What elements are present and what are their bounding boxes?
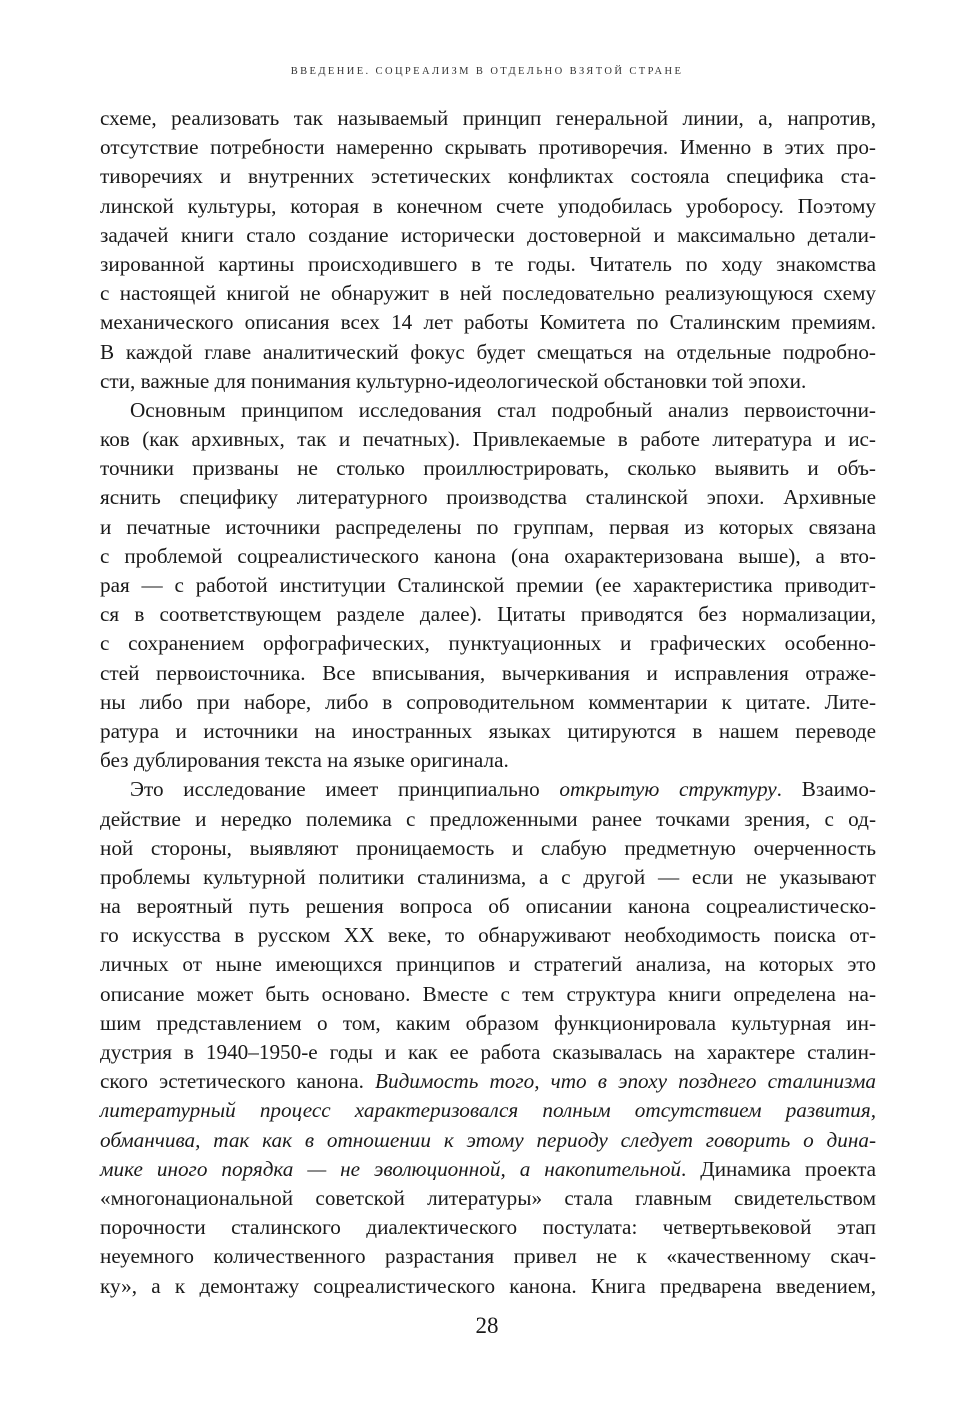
- paragraph: [100, 104, 876, 396]
- text-line: [100, 600, 876, 629]
- text-segment: Это исследование имеет принципиально: [130, 777, 560, 802]
- text-segment: Основным принципом исследования стал подробный анализ первоисточни-: [130, 397, 876, 422]
- text-line: [100, 1272, 876, 1301]
- text-segment: го искусства в русском XX веке, то обнаруживают необходимость поиска от-: [100, 923, 876, 948]
- text-line: [100, 805, 876, 834]
- body-text: [100, 104, 876, 1301]
- text-segment: тиворечиях и внутренних эстетических конфликтах состояла специфика ста-: [100, 164, 876, 189]
- text-segment: схеме, реализовать так называемый принцип генеральной линии, а, напротив,: [100, 106, 876, 130]
- text-line: [100, 1067, 876, 1096]
- text-segment: с настоящей книгой не обнаружит в ней последовательно реализующуюся схему: [100, 281, 876, 306]
- text-segment: задачей книги стало создание исторически достоверной и максимально детали-: [100, 222, 876, 247]
- text-line: [100, 775, 876, 804]
- text-line: [100, 834, 876, 863]
- italic-segment: Видимость того, что в эпоху позднего сталинизма: [375, 1069, 877, 1094]
- text-segment: шим представлением о том, каким образом функционировала культурная ин-: [100, 1010, 876, 1035]
- text-segment: яснить специфику литературного производства сталинской эпохи. Архивные: [100, 485, 876, 510]
- text-segment: с проблемой соцреалистического канона (она охарактеризована выше), а вто-: [100, 543, 876, 568]
- text-line: [100, 396, 876, 425]
- text-segment: зированной картины происходившего в те годы. Читатель по ходу знакомства: [100, 251, 876, 276]
- text-line: [100, 279, 876, 308]
- text-line: [100, 1242, 876, 1271]
- italic-segment: открытую структуру: [559, 777, 777, 802]
- text-line: [100, 571, 876, 600]
- text-segment: линской культуры, которая в конечном счете уподобилась уроборосу. Поэтому: [100, 193, 876, 218]
- text-line: [100, 1009, 876, 1038]
- text-line: [100, 250, 876, 279]
- text-segment: ков (как архивных, так и печатных). Привлекаемые в работе литература и ис-: [100, 427, 876, 452]
- text-segment: сти, важные для понимания культурно-идеологической обстановки той эпохи.: [100, 368, 807, 393]
- text-line: [100, 950, 876, 979]
- page-number: 28: [475, 1313, 499, 1338]
- text-line: [100, 717, 876, 746]
- text-segment: стей первоисточника. Все вписывания, вычеркивания и исправления отраже-: [100, 660, 876, 685]
- text-segment: на вероятный путь решения вопроса об описании канона соцреалистическо-: [100, 894, 876, 919]
- text-line: [100, 1184, 876, 1213]
- text-segment: дустрия в 1940–1950-е годы и как ее работа сказывалась на характере сталин-: [100, 1040, 876, 1064]
- text-segment: В каждой главе аналитический фокус будет смещаться на отдельные подробно-: [100, 339, 876, 364]
- text-segment: ратура и источники на иностранных языках цитируются в нашем переводе: [100, 718, 876, 743]
- running-head: ВВЕДЕНИЕ. СОЦРЕАЛИЗМ В ОТДЕЛЬНО ВЗЯТОЙ СТРАНЕ: [290, 66, 684, 77]
- text-line: [100, 1213, 876, 1242]
- text-line: [100, 921, 876, 950]
- text-line: [100, 133, 876, 162]
- text-segment: «многонациональной советской литературы» стала главным свидетельством: [100, 1185, 876, 1210]
- text-line: [100, 863, 876, 892]
- text-line: [100, 629, 876, 658]
- text-segment: личных от ныне имеющихся принципов и стратегий анализа, на которых это: [100, 952, 876, 977]
- text-segment: неуемного количественного разрастания привел не к «качественному скач-: [100, 1244, 876, 1269]
- text-line: [100, 1155, 876, 1184]
- paragraph: [100, 775, 876, 1300]
- text-line: [100, 1038, 876, 1067]
- text-line: [100, 513, 876, 542]
- text-line: [100, 425, 876, 454]
- text-segment: действие и нередко полемика с предложенными ранее точками зрения, с од-: [100, 806, 876, 831]
- text-segment: ского эстетического канона.: [100, 1069, 376, 1094]
- text-line: [100, 483, 876, 512]
- paragraph: [100, 396, 876, 775]
- text-segment: ной стороны, выявляют проницаемость и слабую предметную очерченность: [100, 835, 876, 860]
- text-line: [100, 688, 876, 717]
- text-segment: механического описания всех 14 лет работы Комитета по Сталинским премиям.: [100, 310, 876, 335]
- text-segment: без дублирования текста на языке оригинала.: [100, 748, 509, 773]
- text-line: [100, 1126, 876, 1155]
- text-segment: . Взаимо-: [776, 777, 876, 802]
- text-segment: ку», а к демонтажу соцреалистического канона. Книга предварена введением,: [100, 1273, 876, 1298]
- text-line: [100, 367, 876, 396]
- italic-segment: обманчива, так как в отношении к этому периоду следует говорить о дина-: [100, 1127, 876, 1152]
- text-line: [100, 192, 876, 221]
- text-line: [100, 746, 876, 775]
- text-line: [100, 308, 876, 337]
- text-segment: . Динамика проекта: [681, 1156, 876, 1181]
- text-segment: рая — с работой институции Сталинской премии (ее характеристика приводит-: [100, 573, 876, 597]
- text-segment: ны либо при наборе, либо в сопроводительном комментарии к цитате. Лите-: [100, 689, 876, 714]
- text-line: [100, 542, 876, 571]
- text-line: [100, 104, 876, 133]
- text-segment: ся в соответствующем разделе далее). Цитаты приводятся без нормализации,: [100, 602, 876, 627]
- text-segment: и печатные источники распределены по группам, первая из которых связана: [100, 514, 876, 539]
- text-line: [100, 162, 876, 191]
- text-segment: описание может быть основано. Вместе с тем структура книги определена на-: [100, 981, 876, 1006]
- italic-segment: мике иного порядка — не эволюционной, а накопительной: [100, 1156, 682, 1181]
- text-segment: проблемы культурной политики сталинизма, а с другой — если не указывают: [100, 864, 876, 889]
- text-segment: с сохранением орфографических, пунктуационных и графических особенно-: [100, 631, 876, 656]
- text-line: [100, 1096, 876, 1125]
- text-line: [100, 980, 876, 1009]
- text-segment: порочности сталинского диалектического постулата: четвертьвековой этап: [100, 1215, 876, 1240]
- text-line: [100, 338, 876, 367]
- text-line: [100, 454, 876, 483]
- text-segment: отсутствие потребности намеренно скрывать противоречия. Именно в этих про-: [100, 135, 876, 160]
- text-line: [100, 892, 876, 921]
- italic-segment: литературный процесс характеризовался полным отсутствием развития,: [100, 1098, 876, 1123]
- text-segment: точники призваны не столько проиллюстрировать, сколько выявить и объ-: [100, 456, 876, 481]
- text-line: [100, 659, 876, 688]
- text-line: [100, 221, 876, 250]
